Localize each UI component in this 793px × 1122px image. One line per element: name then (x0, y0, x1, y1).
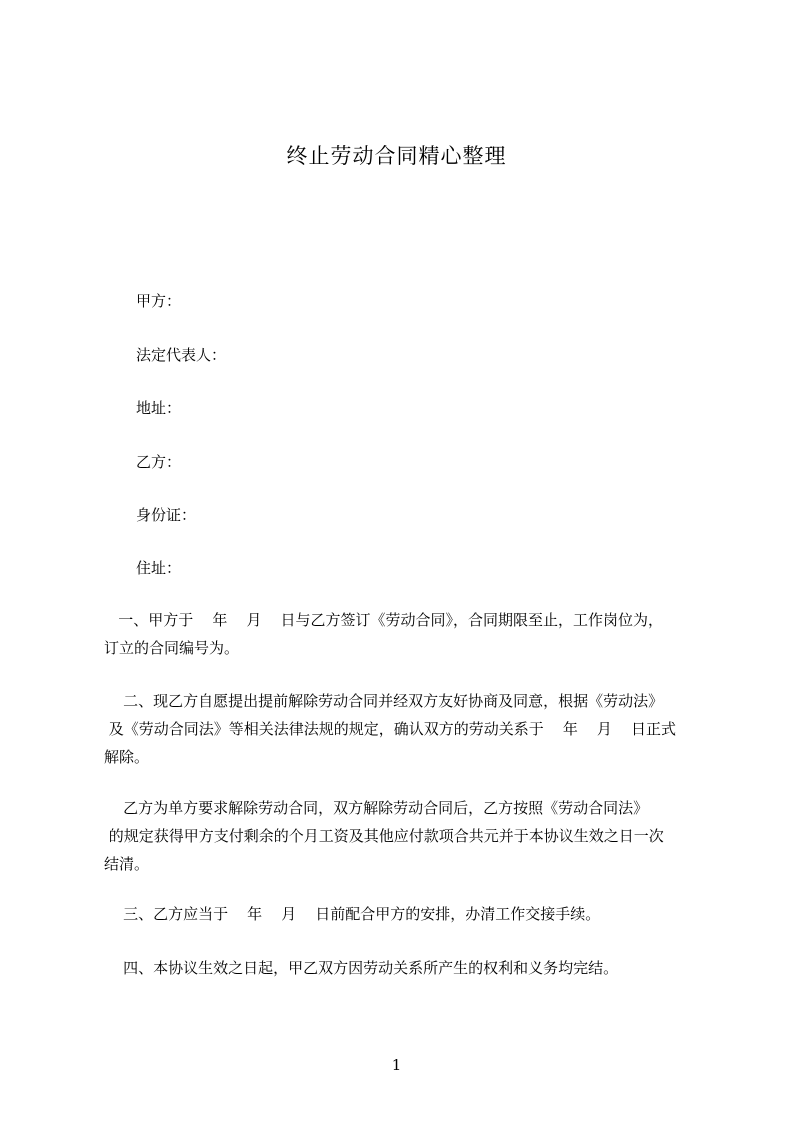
clause-line: 结清。 (104, 855, 150, 873)
clause-three (104, 900, 704, 928)
clause-one (104, 606, 704, 662)
clause-line: 解除。 (104, 748, 150, 766)
legal-representative-label: 法定代表人： (136, 346, 227, 364)
clause-line: 一、甲方于 年 月 日与乙方签订《劳动合同》，合同期限至止，工作岗位为， (104, 611, 664, 629)
clause-line: 乙方为单方要求解除劳动合同，双方解除劳动合同后，乙方按照《劳动合同法》 (104, 799, 649, 817)
id-card-label: 身份证： (136, 506, 197, 524)
clause-two-continued (104, 794, 704, 878)
page-number: 1 (391, 1056, 402, 1074)
clause-line: 三、乙方应当于 年 月 日前配合甲方的安排，办清工作交接手续。 (104, 905, 601, 923)
clause-line: 的规定获得甲方支付剩余的个月工资及其他应付款项合共元并于本协议生效之日一次 (104, 827, 664, 845)
party-b-label: 乙方： (136, 453, 182, 471)
clause-line: 四、本协议生效之日起，甲乙双方因劳动关系所产生的权利和义务均完结。 (104, 959, 619, 977)
clause-line: 及《劳动合同法》等相关法律法规的规定，确认双方的劳动关系于 年 月 日正式 (104, 720, 676, 738)
clause-four (104, 954, 704, 982)
residence-label: 住址： (136, 559, 182, 577)
address-label: 地址： (136, 399, 182, 417)
document-title: 终止劳动合同精心整理 (286, 144, 507, 168)
party-a-label: 甲方： (136, 292, 182, 310)
clause-line: 二、现乙方自愿提出提前解除劳动合同并经双方友好协商及同意，根据《劳动法》 (104, 692, 664, 710)
clause-line: 订立的合同编号为。 (104, 639, 240, 657)
clause-two (104, 687, 704, 771)
